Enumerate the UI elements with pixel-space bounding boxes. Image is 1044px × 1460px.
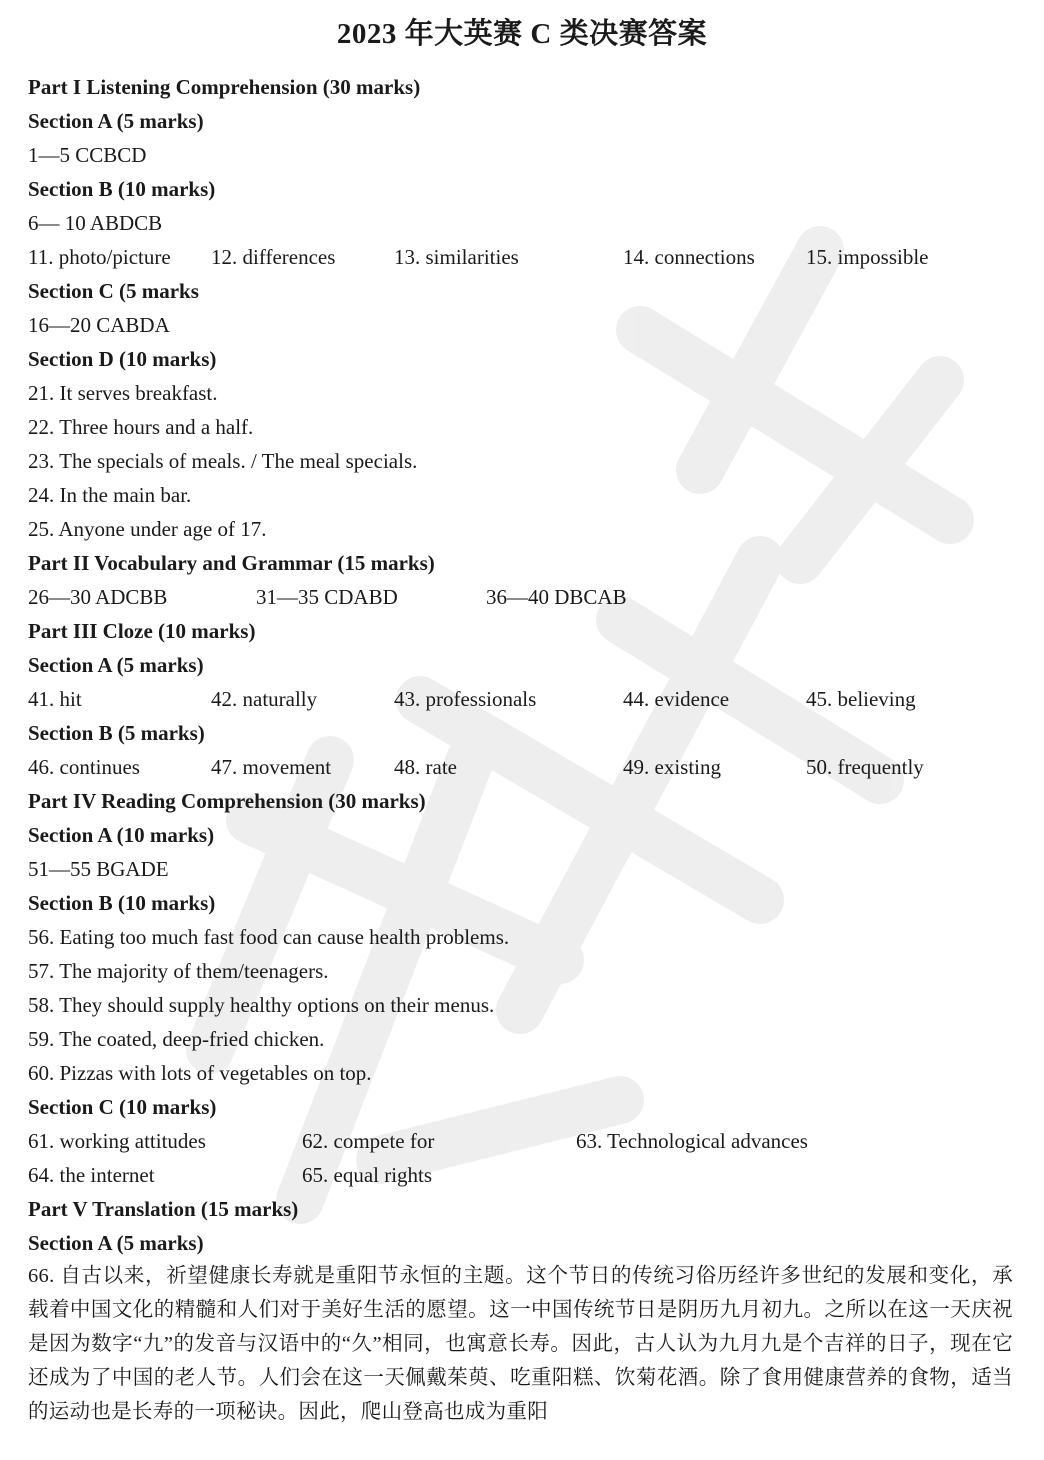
answer-row: [28, 580, 1018, 614]
section-heading: Section A (5 marks): [28, 653, 204, 677]
answer-cell: 50. frequently: [806, 755, 924, 779]
answer-row: [28, 1158, 1018, 1192]
section-heading: Part III Cloze (10 marks): [28, 619, 256, 643]
answer-cell: 31—35 CDABD: [256, 585, 398, 609]
answer-line: 57. The majority of them/teenagers.: [28, 959, 329, 983]
document-title: 2023 年大英赛 C 类决赛答案: [336, 18, 708, 50]
answer-cell: 45. believing: [806, 687, 916, 711]
answer-cell: 49. existing: [623, 755, 721, 779]
answer-cell: 41. hit: [28, 687, 82, 711]
section-heading: Section C (5 marks: [28, 279, 199, 303]
section-heading: Section B (10 marks): [28, 891, 216, 915]
section-heading: Section A (10 marks): [28, 823, 215, 847]
answer-line: 22. Three hours and a half.: [28, 415, 254, 439]
answer-line: 24. In the main bar.: [28, 483, 192, 507]
answer-cell: 15. impossible: [806, 245, 929, 269]
answer-cell: 65. equal rights: [302, 1163, 433, 1187]
answer-cell: 42. naturally: [211, 687, 318, 711]
answer-line: 60. Pizzas with lots of vegetables on top.: [28, 1061, 372, 1085]
section-heading: Section C (10 marks): [28, 1095, 217, 1119]
answer-row: [28, 1124, 1018, 1158]
answer-cell: 14. connections: [623, 245, 755, 269]
answer-cell: 64. the internet: [28, 1163, 155, 1187]
answer-line: 51—55 BGADE: [28, 857, 169, 881]
answer-line: 23. The specials of meals. / The meal specials.: [28, 449, 418, 473]
answer-line: 6— 10 ABDCB: [28, 211, 163, 235]
section-heading: Section A (5 marks): [28, 109, 204, 133]
section-heading: Part I Listening Comprehension (30 marks): [28, 75, 421, 99]
answer-cell: 12. differences: [211, 245, 336, 269]
answer-cell: 46. continues: [28, 755, 140, 779]
answer-line: 1—5 CCBCD: [28, 143, 147, 167]
answer-line: 56. Eating too much fast food can cause health problems.: [28, 925, 510, 949]
answer-row: [28, 240, 1018, 274]
answer-cell: 48. rate: [394, 755, 457, 779]
answer-cell: 11. photo/picture: [28, 245, 171, 269]
section-heading: Section B (10 marks): [28, 177, 216, 201]
answer-cell: 62. compete for: [302, 1129, 435, 1153]
answer-cell: 63. Technological advances: [576, 1129, 808, 1153]
section-heading: Part V Translation (15 marks): [28, 1197, 299, 1221]
section-heading: Section B (5 marks): [28, 721, 205, 745]
answer-cell: 26—30 ADCBB: [28, 585, 168, 609]
answer-line: 58. They should supply healthy options on their menus.: [28, 993, 495, 1017]
answer-cell: 13. similarities: [394, 245, 519, 269]
section-heading: Section D (10 marks): [28, 347, 217, 371]
answer-line: 21. It serves breakfast.: [28, 381, 218, 405]
answer-row: [28, 750, 1018, 784]
section-heading: Section A (5 marks): [28, 1231, 204, 1255]
answer-row: [28, 682, 1018, 716]
answer-line: 16—20 CABDA: [28, 313, 170, 337]
answer-cell: 47. movement: [211, 755, 332, 779]
answer-cell: 43. professionals: [394, 687, 537, 711]
answer-line: 59. The coated, deep-fried chicken.: [28, 1027, 325, 1051]
answer-cell: 61. working attitudes: [28, 1129, 206, 1153]
answer-cell: 36—40 DBCAB: [486, 585, 627, 609]
answer-line: 25. Anyone under age of 17.: [28, 517, 267, 541]
section-heading: Part IV Reading Comprehension (30 marks): [28, 789, 426, 813]
section-heading: Part II Vocabulary and Grammar (15 marks): [28, 551, 435, 575]
translation-paragraph: 66. 自古以来，祈望健康长寿就是重阳节永恒的主题。这个节日的传统习俗历经许多世纪的发展和变化，承载着中国文化的精髓和人们对于美好生活的愿望。这一中国传统节日是阴历九月初九。之所以在这一天庆祝是因为数字“九”的发音与汉语中的“久”相同，也寓意长寿。因此，古人认为九月九是个吉祥的日子，现在它还成为了中国的老人节。人们会在这一天佩戴茱萸、吃重阳糕、饮菊花酒。除了食用健康营养的食物，适当的运动也是长寿的一项秘诀。因此，爬山登高也成为重阳: [28, 1265, 1013, 1423]
answer-cell: 44. evidence: [623, 687, 730, 711]
